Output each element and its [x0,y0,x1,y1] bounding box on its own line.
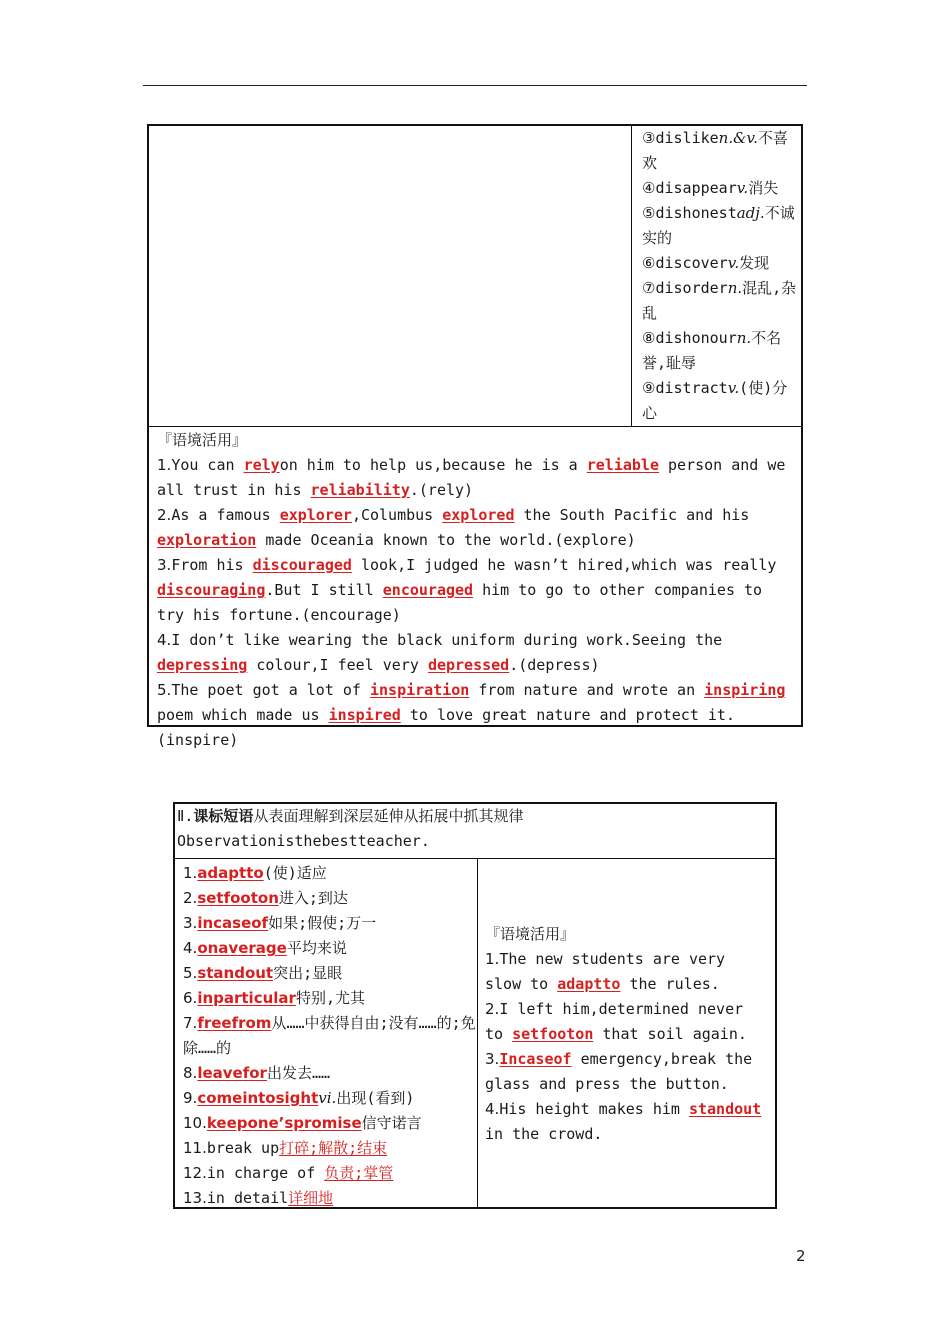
answer-blank: discouraged [252,556,352,574]
phrase-table-header [175,804,775,859]
word-item: ⑧dishonourn.不名誉,耻辱 [642,329,782,372]
phrase-item: 8.leavefor出发去…… [183,1064,330,1082]
phrase-list-cell [175,859,478,1207]
phrase-item: 11.break up打碎;解散;结束 [183,1139,388,1157]
answer-blank: inspired [328,706,401,724]
answer-blank: inspiring [704,681,786,699]
phrase-item: 9.comeintosightvi.出现(看到) [183,1089,415,1107]
phrase-item: 13.in detail详细地 [183,1189,334,1207]
answer-blank: adaptto [557,975,621,993]
phrase-item: 1.adaptto(使)适应 [183,864,327,882]
answer-blank: discouraging [157,581,266,599]
answer-blank: exploration [157,531,257,549]
answer-blank: inspiration [370,681,470,699]
context-usage-cell [157,428,793,753]
word-item: ⑦disordern.混乱,杂乱 [642,279,797,322]
phrase-item: 12.in charge of 负责;掌管 [183,1164,394,1182]
answer-blank: explored [442,506,515,524]
answer-blank: explorer [279,506,352,524]
word-item: ⑤dishonestadj.不诚实的 [642,204,795,247]
phrase-item: 5.standout突出;显眼 [183,964,343,982]
phrase-item: 2.setfooton进入;到达 [183,889,348,907]
answer-blank: depressing [157,656,248,674]
vocab-table-top-row [149,126,801,427]
exercise-sentence: 1.The new students are very slow to adaptto the rules. [485,950,726,993]
phrase-item: 3.incaseof如果;假使;万一 [183,914,377,932]
phrase-item: 7.freefrom从……中获得自由;没有……的;免除……的 [183,1014,476,1057]
answer-blank: reliable [586,456,659,474]
answer-blank: setfooton [512,1025,594,1043]
word-item: ④disappearv.消失 [642,179,779,197]
answer-blank: rely [243,456,280,474]
section-heading: 『语境活用』 [157,431,248,449]
word-item: ③disliken.&v.不喜欢 [642,129,788,172]
word-list-cell [634,126,802,426]
page-number: 2 [796,1247,806,1265]
answer-blank: reliability [310,481,410,499]
phrase-context-cell [481,859,775,1207]
header-rule [143,85,807,86]
word-item: ⑥discoverv.发现 [642,254,770,272]
answer-blank: standout [688,1100,762,1118]
exercise-sentence: 3.From his discouraged look,I judged he wasn’t hired,which was really discouraging.But I still encouraged him to go to other companies to try his fortune.(encourage) [157,556,777,624]
phrase-item: 10.keepone’spromise信守诺言 [183,1114,422,1132]
exercise-sentence: 1.You can relyon him to help us,because he is a reliable person and we all trust in his reliability.(rely) [157,456,786,499]
exercise-sentence: 2.As a famous explorer,Columbus explored the South Pacific and his exploration made Oceania known to the world.(explore) [157,506,750,549]
section-title: Ⅱ.课标短语从表面理解到深层延伸从拓展中抓其规律 [177,807,524,825]
answer-blank: encouraged [382,581,474,599]
phrase-item: 4.onaverage平均来说 [183,939,347,957]
phrase-table [173,802,777,1209]
exercise-sentence: 2.I left him,determined never to setfooton that soil again. [485,1000,747,1043]
exercise-sentence: 5.The poet got a lot of inspiration from nature and wrote an inspiring poem which made us inspired to love great nature and protect it.(inspire) [157,681,786,749]
word-item: ⑨distractv.(使)分心 [642,379,788,422]
section-subtitle: Observationisthebestteacher. [177,832,430,850]
section-heading: 『语境活用』 [485,925,576,943]
answer-blank: depressed [427,656,510,674]
exercise-sentence: 3.Incaseof emergency,break the glass and press the button. [485,1050,753,1093]
phrase-item: 6.inparticular特别,尤其 [183,989,365,1007]
vocab-table-empty-cell [149,126,632,426]
exercise-sentence: 4.I don’t like wearing the black uniform during work.Seeing the depressing colour,I feel very depressed.(depress) [157,631,723,674]
vocab-table [147,124,803,749]
exercise-sentence: 4.His height makes him standout in the crowd. [485,1100,762,1143]
answer-blank: Incaseof [499,1050,572,1068]
